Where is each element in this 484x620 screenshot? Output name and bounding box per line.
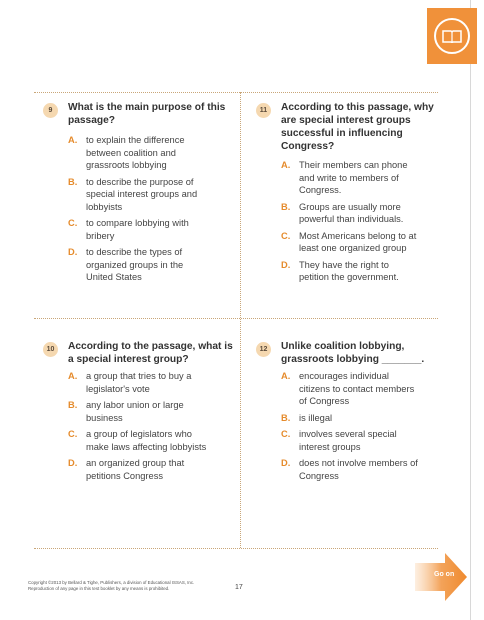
question-number: 9 — [43, 103, 58, 118]
option-a[interactable]: A. encourages individual citizens to contact members of Congress — [281, 371, 415, 406]
option-b[interactable]: B. Groups are usually more powerful than individuals. — [281, 201, 404, 224]
top-divider — [34, 92, 438, 93]
middle-divider — [34, 318, 438, 319]
option-c[interactable]: C. a group of legislators who make laws affecting lobbyists — [68, 429, 207, 452]
question-stem: What is the main purpose of this passage? — [68, 102, 226, 126]
option-c[interactable]: C. involves several special interest groups — [281, 429, 397, 452]
option-a[interactable]: A. a group that tries to buy a legislator's vote — [68, 371, 192, 394]
option-b[interactable]: B. any labor union or large business — [68, 400, 184, 423]
bottom-divider — [34, 548, 438, 549]
option-d[interactable]: D. They have the right to petition the government. — [281, 259, 399, 282]
answer-options — [281, 370, 461, 482]
option-b[interactable]: B. is illegal — [281, 412, 333, 423]
option-b[interactable]: B. to describe the purpose of special interest groups and lobbyists — [68, 176, 198, 212]
question-number: 11 — [256, 103, 271, 118]
page-number: 17 — [235, 584, 243, 591]
go-on-label: Go on — [434, 571, 455, 578]
book-icon — [434, 18, 470, 54]
section-badge — [427, 8, 477, 64]
option-a[interactable]: A. Their members can phone and write to members of Congress. — [281, 160, 408, 195]
answer-options — [281, 159, 461, 284]
option-d[interactable]: D. does not involve members of Congress — [281, 458, 418, 481]
question-stem: According to the passage, what is a special interest group? — [68, 341, 233, 365]
copyright-notice: Copyright ©2013 by Bellard & Tighe, Publishers, a division of Educational ISSAS, Inc. Reproduction of any page in this test booklet by any means is prohibited. — [28, 580, 195, 591]
option-d[interactable]: D. to describe the types of organized groups in the United States — [68, 247, 184, 282]
answer-options — [68, 134, 243, 284]
option-c[interactable]: C. Most Americans belong to at least one organized group — [281, 230, 417, 253]
option-c[interactable]: C. to compare lobbying with bribery — [68, 218, 189, 241]
question-stem: Unlike coalition lobbying, grassroots lobbying _______. — [281, 341, 425, 365]
question-number: 12 — [256, 342, 271, 357]
answer-options — [68, 370, 248, 482]
question-number: 10 — [43, 342, 58, 357]
question-stem: According to this passage, why are special interest groups successful in influencing Congress? — [281, 102, 434, 152]
option-d[interactable]: D. an organized group that petitions Congress — [68, 458, 185, 481]
option-a[interactable]: A. to explain the difference between coalition and grassroots lobbying — [68, 135, 185, 170]
